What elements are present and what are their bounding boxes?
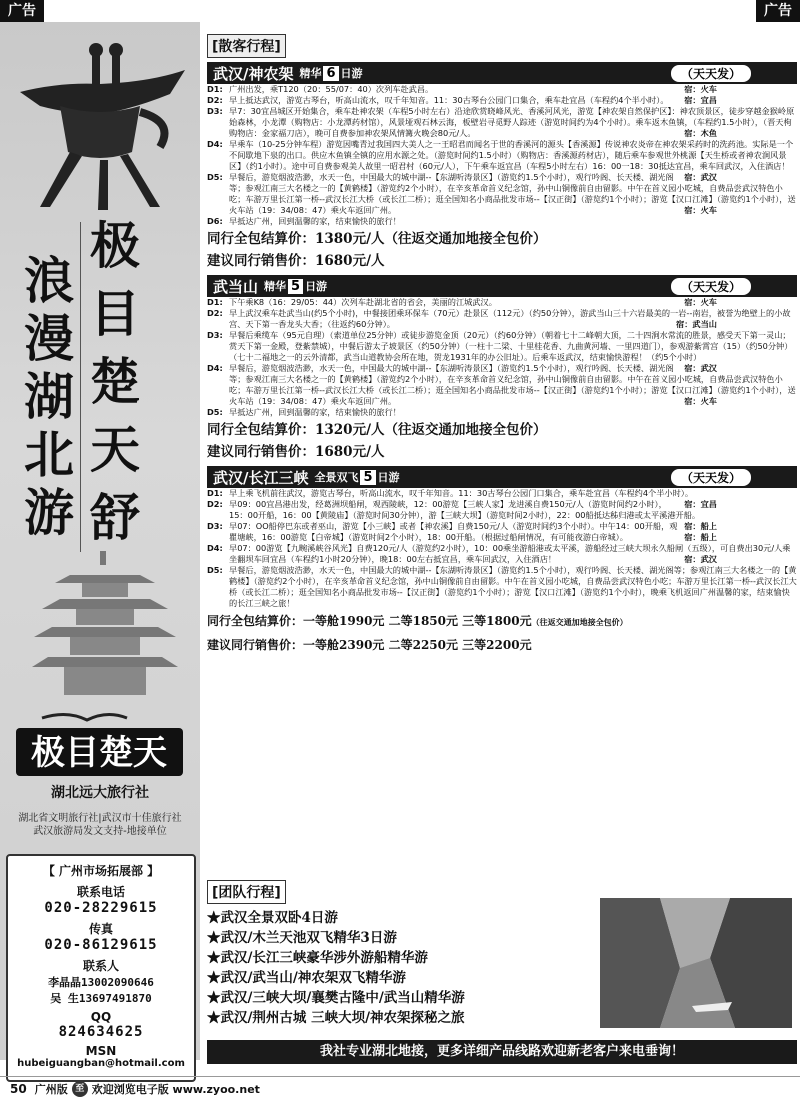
- agency-line: 武汉旅游局发文支持-地接单位: [33, 826, 167, 837]
- route-block: [207, 275, 797, 462]
- route-name: 武汉/神农架: [213, 64, 294, 83]
- list-item: ★武汉/荆州古城 三峡大坝/神农架探秘之旅: [207, 1010, 465, 1026]
- suggested-price: 建议同行销售价：一等舱2390元 二等2250元 三等2200元: [207, 638, 532, 652]
- ad-label-right: 广告: [756, 0, 800, 22]
- stay: 宿：宜昌: [684, 95, 717, 105]
- slogan-divider: [80, 222, 81, 552]
- itinerary-day: D3: 早7：30宜昌城区开始集合，乘车赴神农架（车程5小时左右）沿途欣赏晓峰风光、香溪河风光，游览【神农架自然保护区】：神农顶景区，徒步穿越金猴岭原始森林，小龙潭（购物店：小龙潭药材馆），风景垭观石林云海，板壁岩寻觅野人踪迹（游览时间约为4个小时）。乘车返木鱼镇，（车程约1.5小时），（晋天枸购物店：金家福刀店），晚可自费参加神农架风情篝火晚会80元/人。 宿：木鱼: [207, 106, 795, 138]
- route-header: [207, 275, 797, 297]
- route-block: [207, 62, 797, 271]
- slogan-char: 湖: [24, 367, 74, 426]
- stay: 宿：宜昌: [684, 499, 717, 509]
- slogan-char: 游: [24, 483, 74, 542]
- fax-number: 020-86129615: [44, 937, 158, 953]
- stay: 宿：船上: [684, 521, 717, 531]
- stay: 宿：武汉: [684, 554, 717, 564]
- agency-line: 湖北省文明旅行社|武汉市十佳旅行社: [18, 813, 182, 824]
- brand-name: 极目楚天: [31, 733, 167, 773]
- settlement-price: 同行全包结算价：1320元/人（往返交通加地接全包价）: [207, 422, 547, 438]
- settlement-price: 同行全包结算价：一等舱1990元 二等1850元 三等1800元（往返交通加地接全包价）: [207, 614, 628, 628]
- group-section: [207, 880, 797, 1035]
- phone-label: 联系电话: [76, 885, 125, 899]
- slogan-char: 漫: [24, 309, 74, 368]
- itinerary-day: D4: 早07：00游览【九畹溪峡谷风光】自费120元/人（游览约2小时），10：00乘坐游船港或太平溪，游船经过三峡大坝永久船闸（五级），可自费出30元/人乘坐翻坝车回宜昌（车程约1小时20分钟），晚18：00左右抵宜昌，乘车回武汉，入住酒店！ 宿：武汉: [207, 543, 791, 564]
- fax-label: 传真: [88, 922, 113, 936]
- route-days: 5: [360, 470, 375, 485]
- route-name: 武当山: [213, 277, 259, 296]
- list-item: ★武汉/长江三峡豪华涉外游船精华游: [207, 950, 428, 966]
- route-days: 5: [288, 279, 303, 294]
- stay: 宿：武当山: [676, 319, 717, 329]
- slogan-char: 目: [90, 284, 140, 343]
- list-item: ★武汉/三峡大坝/襄樊古隆中/武当山精华游: [207, 990, 465, 1006]
- itinerary-day: D3: 早07：OO船停巴东或者巫山，游览【小三峡】或者【神农溪】自费150元/人（游览时间约3个小时）。中午14：00开船，观瞿塘峡，16：00游览【白帝城】（游览时间2个小时），18：00开船。（根据过船闸情况，有可能夜游白帝城）。 宿：船上: [207, 521, 717, 542]
- contact-dept: 【 广州市场拓展部 】: [42, 864, 160, 878]
- itinerary-day: D1: 宿：火车 广州出发，乘T120（20：55/07：40）次列车赴武昌。: [207, 84, 717, 94]
- msn-email-link[interactable]: hubeiguangban@hotmail.com: [17, 1058, 185, 1069]
- route-sub: 精华: [299, 67, 322, 80]
- page-footer: [0, 1076, 800, 1100]
- route-sub: 日游: [305, 280, 328, 293]
- stay: 宿：船上: [684, 532, 717, 542]
- route-sub: 日游: [340, 67, 363, 80]
- itinerary-day: D4: 早餐后，游览烟波浩渺，水天一色，中国最大的城中湖--【东湖听涛景区】（游览约1.5个小时），观行吟阁、长天楼、湖光阁等；参观江南三大名楼之一的【黄鹤楼】（游览约2个小时），在辛亥革命首义纪念馆，孙中山铜像前自由留影。中午在首义园小吃城，自费品尝武汉特色小吃；车游万里长江第一桥--武汉长江大桥（或长江二桥）；逛全国知名小商品批发市场--【汉正街】（游览约1个小时）；游览【汉口江滩】（游览约1个小时），送火车站（19：34/08：47）乘火车返回广州。 宿：火车: [207, 363, 796, 406]
- route-header: [207, 466, 797, 488]
- slogan-char: 浪: [24, 251, 74, 310]
- brand-logo: [12, 710, 187, 780]
- slogan-column-a: [90, 217, 140, 547]
- gorge-photo: [600, 898, 792, 1028]
- itinerary-day: D5: 早餐后，游览烟波浩渺，水天一色，中国最大的城中湖--【东湖听涛景区】（游览约1.5个小时），观行吟阁、长天楼、湖光阁等；参观江南三大名楼之一的【黄鹤楼】（游览约2个小时），在辛亥革命首义纪念馆，孙中山铜像前自由留影。中午在首义园小吃城，自费品尝武汉特色小吃；车游万里长江第一桥--武汉长江大桥（或长江二桥）；逛全国知名小商品批发市场--【汉正街】（游览约1个小时）；游览【汉口江滩】（游览约1个小时），晚乘飞机返回广州温馨的家，结束愉快的长江三峡之旅！: [207, 565, 797, 608]
- list-item: ★武汉/木兰天池双飞精华3日游: [207, 930, 397, 946]
- slogan-column-b: [24, 252, 74, 542]
- qq-label: QQ: [90, 1010, 112, 1024]
- itinerary-day: D2: 早09：00宜昌港出发，经葛洲坝船闸，观西陵峡，12：00游览【三峡人家】龙进溪自费150元/人（游览时间约2小时），15：00开船，16：00【黄陵庙】（游览时间30分钟），游【三峡大坝】（游览时间2小时），22：00船抵达秭归港或太平溪港开船。 宿：船上: [207, 499, 717, 531]
- route-frequency: （天天发）: [671, 278, 751, 295]
- slogan-char: 极: [90, 216, 140, 275]
- slogan-char: 天: [90, 420, 140, 479]
- route-name: 武汉/长江三峡: [213, 468, 309, 487]
- stay: 宿：火车: [684, 396, 717, 406]
- route-sub: 精华: [264, 280, 287, 293]
- stay: 宿：武汉: [684, 363, 717, 373]
- route-block: [207, 466, 797, 655]
- logo-badge-icon: 至: [72, 1081, 88, 1097]
- list-item: ★武汉/武当山/神农架双飞精华游: [207, 970, 406, 986]
- bronze-vessel-icon: [0, 22, 200, 212]
- phone-number[interactable]: 020-28229615: [44, 900, 158, 916]
- brand-subtitle: 湖北远大旅行社: [51, 785, 149, 801]
- settlement-price: 同行全包结算价：1380元/人（往返交通加地接全包价）: [207, 231, 547, 247]
- slogan-char: 北: [24, 425, 74, 484]
- qq-number: 824634625: [58, 1024, 144, 1040]
- contact-person: 吴 生13697491870: [50, 992, 152, 1005]
- itinerary-day: D3: 早餐后乘缆车（95元自理）（索道单位25分钟）或徒步游览金顶（20元）（约60分钟）（朝着七十二峰朝大顶，二十四涧水常流的胜景，感受天下第一灵山；赏天下第一金殿，登紫禁城），中餐后游太子坡景区（约50分钟）（一柱十二梁、十里桂花香、九曲黄河墙、一里四道门），参观游紫霄宫（15）（约50分钟）（七十二福地之一的云外清都，武当山道教协会所在地，贺龙1931年的办公旧址）。后乘车返武汉，结束愉快游程！（约5个小时） 宿：武汉: [207, 330, 793, 373]
- pagoda-icon: [30, 547, 180, 697]
- list-item: ★武汉全景双卧4日游: [207, 910, 338, 926]
- stay: 宿：木鱼: [684, 128, 717, 138]
- msn-label: MSN: [85, 1044, 117, 1058]
- stay: 宿：火车: [684, 297, 717, 307]
- ad-label-left: 广告: [0, 0, 44, 22]
- agency-credentials: [10, 812, 190, 838]
- itinerary-day: D1: 早上乘飞机前往武汉，游览古琴台，听高山流水，叹千年知音。11：30古琴台公园门口集合，乘车赴宜昌（车程约4个半小时）。 宿：宜昌: [207, 488, 717, 509]
- itinerary-day: D2: 早上抵达武汉，游览古琴台，听高山流水，叹千年知音。11：30古琴台公园门口集合，乘车赴宜昌（车程约4个半小时）。 宿：宜昌: [207, 95, 717, 105]
- route-frequency: （天天发）: [671, 65, 751, 82]
- group-section-title: [团队行程]: [207, 880, 286, 904]
- person-label: 联系人: [82, 959, 119, 973]
- itinerary-day: D2: 早上武汉乘车赴武当山(约5个小时)，中餐接团乘环保车（70元）赴景区（112元）（约50分钟），游武当山三十六岩最美的一岩--南岩，被誉为绝壁上的小故宫、天下第一香龙头大香；（往返约60分钟）。 宿：武当山: [207, 308, 791, 329]
- itinerary-day: D6: 早抵达广州，回到温馨的家，结束愉快的旅行！: [207, 216, 401, 226]
- itinerary-day: D5: 早抵达广州，回到温馨的家，结束愉快的旅行！: [207, 407, 401, 417]
- page-number: 50: [10, 1081, 27, 1096]
- left-panel: [0, 22, 200, 1069]
- route-frequency: （天天发）: [671, 469, 751, 486]
- itinerary-day: D5: 早餐后，游览烟波浩渺，水天一色，中国最大的城中湖--【东湖听涛景区】（游览约1.5个小时），观行吟阁、长天楼、湖光阁等；参观江南三大名楼之一的【黄鹤楼】（游览约2个小时），在辛亥革命首义纪念馆，孙中山铜像前自由留影。中午在首义园小吃城，自费品尝武汉特色小吃；车游万里长江第一桥--武汉长江大桥（或长江二桥）；逛全国知名小商品批发市场--【汉正街】（游览约1个小时）；游览【汉口江滩】（游览约1个小时），送火车站（19：34/08：47）乘火车返回广州。 宿：火车: [207, 172, 796, 215]
- bottom-banner: 我社专业湖北地接，更多详细产品线路欢迎新老客户来电垂询！: [207, 1040, 797, 1064]
- itinerary-column: [207, 34, 797, 655]
- slogan-char: 楚: [90, 352, 140, 411]
- stay: 宿：武汉: [684, 172, 717, 182]
- itinerary-day: D1: 宿：火车 下午乘K8（16：29/05：44）次列车赴湖北省的省会，美丽的江城武汉。: [207, 297, 717, 307]
- website-link[interactable]: 欢迎浏览电子版 www.zyoo.net: [91, 1082, 260, 1096]
- route-header: [207, 62, 797, 84]
- suggested-price: 建议同行销售价：1680元/人: [207, 253, 385, 269]
- stay: 宿：火车: [684, 205, 717, 215]
- edition-label: 广州版: [34, 1082, 68, 1096]
- route-sub: 全景双飞: [314, 471, 359, 484]
- slogan-char: 舒: [90, 488, 140, 547]
- scattered-section-title: [散客行程]: [207, 34, 286, 58]
- contact-person: 李晶晶13002090646: [48, 976, 154, 989]
- contact-box: [6, 854, 196, 1082]
- suggested-price: 建议同行销售价：1680元/人: [207, 444, 385, 460]
- route-sub: 日游: [377, 471, 400, 484]
- itinerary-day: D4: 早乘车（10-25分钟车程）游览因嘴青过我国四大美人之一王昭君而闻名于世的香溪河的源头【香溪源】传说神农炎帝在神农架采药时的洗药池。实际是一个不间歇地下泉的出口。供应木鱼镇全镇的应用水源之处。（游览时间约1.5小时）（购物店：香溪源药材店），随后乘车参观世外桃源【天生桥或者神农涧风景区】（约1小时）。途中可自费参观美人故里一昭君村（60元/人），下午乘车返宜昌（车程5小时左右）16：00一18：30抵达宜昌，乘车回武汉，入住酒店！ 宿：武汉: [207, 139, 794, 182]
- stay: 宿：火车: [684, 84, 717, 94]
- route-days: 6: [323, 66, 338, 81]
